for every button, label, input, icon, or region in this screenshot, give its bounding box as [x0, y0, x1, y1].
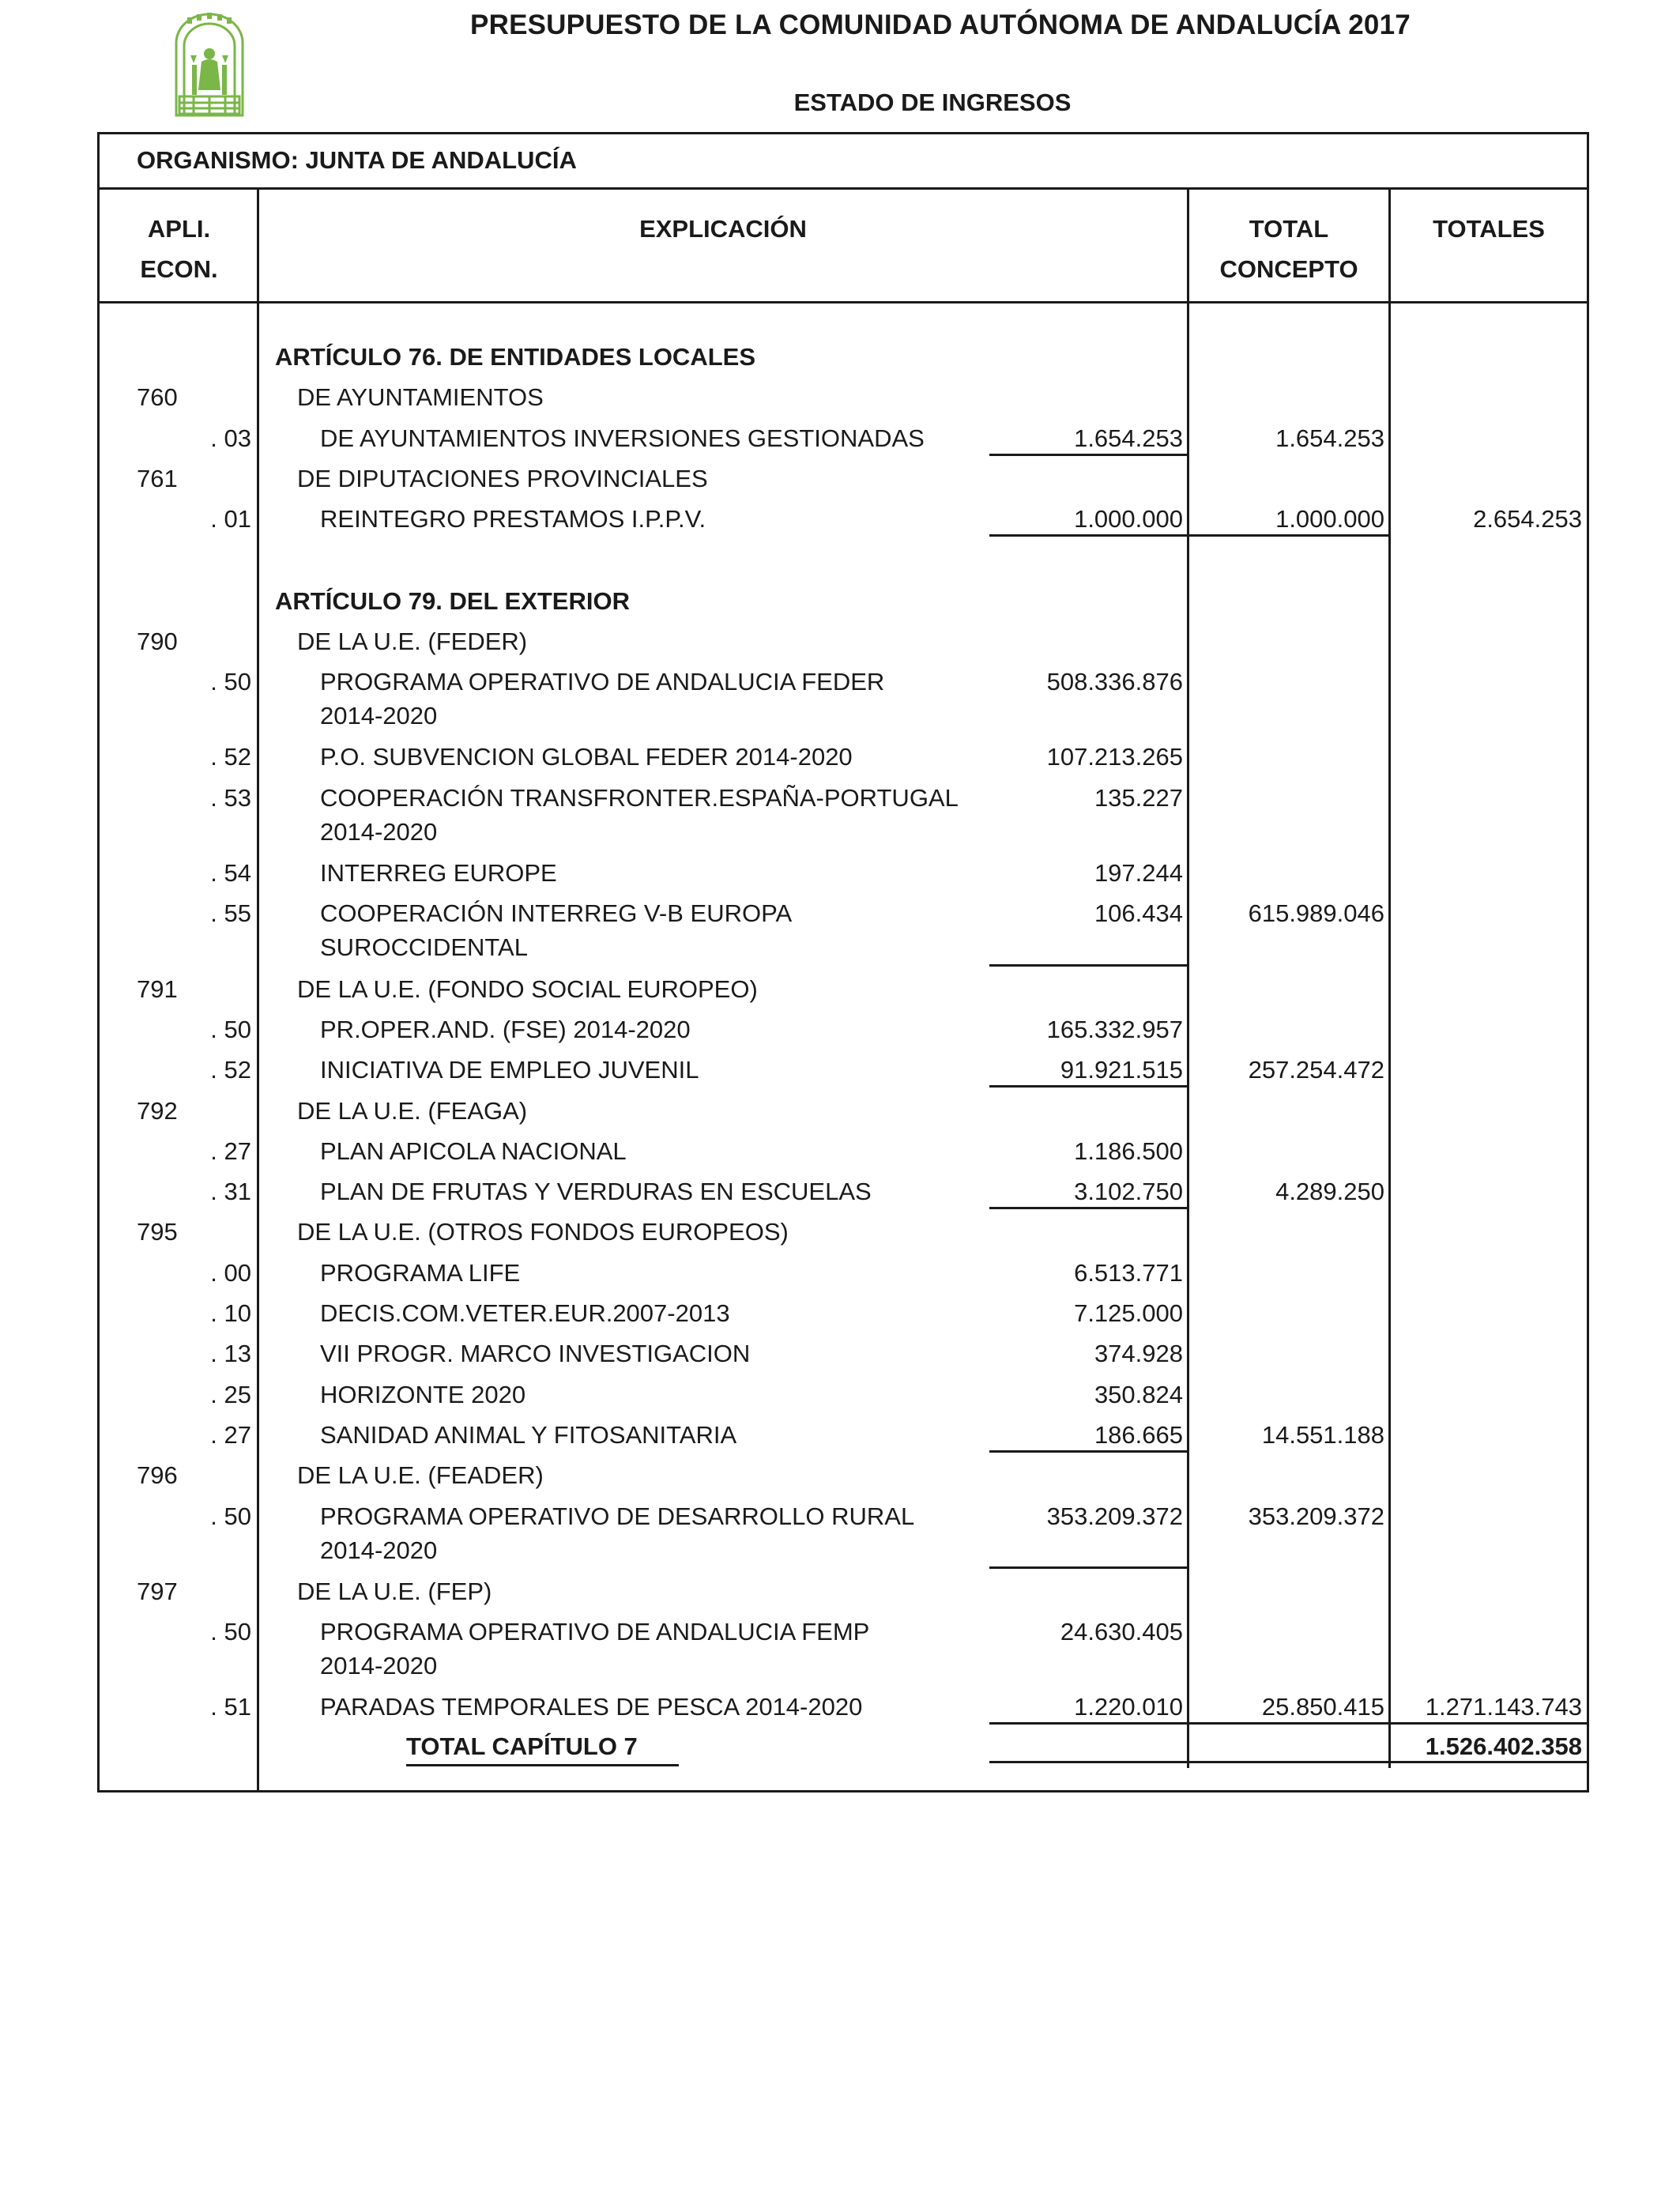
- subconcept-amount: 7.125.000: [1074, 1299, 1183, 1327]
- concept-total: 4.289.250: [1275, 1178, 1384, 1206]
- junta-de-andalucia-shield-icon: [170, 11, 249, 118]
- amount-subtotal-rule: [989, 534, 1189, 537]
- subconcept-amount: 107.213.265: [1046, 743, 1183, 771]
- concept-description: DE DIPUTACIONES PROVINCIALES: [297, 464, 708, 492]
- concept-total: 14.551.188: [1261, 1420, 1384, 1449]
- concept-total: 25.850.415: [1261, 1693, 1384, 1721]
- organismo-label: ORGANISMO: JUNTA DE ANDALUCÍA: [137, 146, 577, 174]
- column-header-apli-line2: ECON.: [140, 255, 218, 283]
- subconcept-description: PROGRAMA LIFE: [320, 1258, 521, 1287]
- subconcept-code: . 52: [210, 743, 251, 771]
- subconcept-description: PROGRAMA OPERATIVO DE ANDALUCIA FEDER: [320, 668, 885, 696]
- subconcept-description: 2014-2020: [320, 817, 438, 846]
- concept-description: DE LA U.E. (FEAGA): [297, 1096, 528, 1125]
- column-divider-explicacion: [1187, 187, 1189, 1768]
- subconcept-code: . 10: [210, 1299, 251, 1327]
- column-divider-apli: [257, 187, 259, 1793]
- subconcept-code: . 53: [210, 783, 251, 812]
- column-divider-concepto: [1388, 187, 1391, 1768]
- subconcept-amount: 350.824: [1094, 1380, 1183, 1408]
- column-header-totales: TOTALES: [1433, 215, 1545, 243]
- column-header-explicacion: EXPLICACIÓN: [639, 215, 807, 243]
- subconcept-code: . 13: [210, 1340, 251, 1368]
- subconcept-description: DE AYUNTAMIENTOS INVERSIONES GESTIONADAS: [320, 424, 925, 452]
- article-total-rule: [1391, 1722, 1589, 1725]
- subconcept-description: 2014-2020: [320, 702, 438, 730]
- subconcept-code: . 54: [210, 859, 251, 887]
- subconcept-amount: 135.227: [1094, 783, 1183, 812]
- article-total: 1.271.143.743: [1425, 1693, 1582, 1721]
- concept-total: 1.000.000: [1275, 505, 1384, 533]
- subconcept-amount: 353.209.372: [1046, 1502, 1183, 1530]
- amount-subtotal-rule: [989, 1085, 1189, 1088]
- subconcept-code: . 31: [210, 1178, 251, 1206]
- subconcept-code: . 00: [210, 1258, 251, 1287]
- subconcept-description: DECIS.COM.VETER.EUR.2007-2013: [320, 1299, 730, 1327]
- subconcept-description: HORIZONTE 2020: [320, 1380, 526, 1408]
- article-heading: ARTÍCULO 76. DE ENTIDADES LOCALES: [275, 343, 755, 371]
- concept-code: 791: [137, 974, 178, 1003]
- article-heading: ARTÍCULO 79. DEL EXTERIOR: [275, 586, 630, 615]
- subconcept-description: 2014-2020: [320, 1536, 438, 1564]
- subconcept-code: . 03: [210, 424, 251, 452]
- concept-description: DE LA U.E. (FONDO SOCIAL EUROPEO): [297, 974, 758, 1003]
- subconcept-description: PROGRAMA OPERATIVO DE ANDALUCIA FEMP: [320, 1618, 870, 1646]
- concept-code: 796: [137, 1461, 178, 1490]
- total-capitulo-label: TOTAL CAPÍTULO 7: [406, 1729, 679, 1766]
- total-row-rule: [1189, 1761, 1391, 1763]
- amount-subtotal-rule: [989, 1450, 1189, 1453]
- subconcept-description: PLAN APICOLA NACIONAL: [320, 1137, 627, 1165]
- organismo-divider: [97, 187, 1589, 190]
- column-header-total-concepto-line1: TOTAL: [1249, 215, 1329, 243]
- concept-total: 353.209.372: [1248, 1502, 1384, 1530]
- subconcept-amount: 91.921.515: [1060, 1056, 1183, 1084]
- amount-subtotal-rule: [989, 454, 1189, 456]
- subconcept-amount: 374.928: [1094, 1340, 1183, 1368]
- subconcept-description: PLAN DE FRUTAS Y VERDURAS EN ESCUELAS: [320, 1178, 872, 1206]
- subconcept-description: INTERREG EUROPE: [320, 859, 557, 887]
- subconcept-description: PROGRAMA OPERATIVO DE DESARROLLO RURAL: [320, 1502, 915, 1530]
- concept-total: 615.989.046: [1248, 899, 1384, 928]
- subconcept-description: COOPERACIÓN INTERREG V-B EUROPA: [320, 899, 793, 928]
- article-total: 2.654.253: [1473, 505, 1582, 533]
- concept-code: 760: [137, 383, 178, 412]
- subconcept-description: P.O. SUBVENCION GLOBAL FEDER 2014-2020: [320, 743, 853, 771]
- subconcept-amount: 1.186.500: [1074, 1137, 1183, 1165]
- subconcept-description: 2014-2020: [320, 1652, 438, 1680]
- subconcept-code: . 50: [210, 1015, 251, 1043]
- subconcept-description: PR.OPER.AND. (FSE) 2014-2020: [320, 1015, 691, 1043]
- subconcept-amount: 24.630.405: [1060, 1618, 1183, 1646]
- column-header-apli-line1: APLI.: [147, 215, 211, 243]
- concept-total: 257.254.472: [1248, 1056, 1384, 1084]
- subconcept-description: REINTEGRO PRESTAMOS I.P.P.V.: [320, 505, 706, 533]
- subconcept-code: . 50: [210, 668, 251, 696]
- concept-code: 792: [137, 1096, 178, 1125]
- concept-total: 1.654.253: [1275, 424, 1384, 452]
- subconcept-code: . 25: [210, 1380, 251, 1408]
- subconcept-code: . 51: [210, 1693, 251, 1721]
- subconcept-description: SUROCCIDENTAL: [320, 933, 528, 962]
- concept-description: DE LA U.E. (OTROS FONDOS EUROPEOS): [297, 1218, 789, 1246]
- subconcept-amount: 165.332.957: [1046, 1015, 1183, 1043]
- subconcept-code: . 01: [210, 505, 251, 533]
- subconcept-description: SANIDAD ANIMAL Y FITOSANITARIA: [320, 1420, 737, 1449]
- concept-code: 795: [137, 1218, 178, 1246]
- subconcept-amount: 1.000.000: [1074, 505, 1183, 533]
- document-subtitle: ESTADO DE INGRESOS: [793, 89, 1072, 116]
- subconcept-amount: 1.220.010: [1074, 1693, 1183, 1721]
- column-header-apli: [101, 209, 257, 289]
- subconcept-description: VII PROGR. MARCO INVESTIGACION: [320, 1340, 751, 1368]
- subconcept-code: . 50: [210, 1502, 251, 1530]
- subconcept-amount: 1.654.253: [1074, 424, 1183, 452]
- subconcept-amount: 3.102.750: [1074, 1178, 1183, 1206]
- concept-code: 761: [137, 464, 178, 492]
- subconcept-amount: 106.434: [1094, 899, 1183, 928]
- subconcept-amount: 508.336.876: [1046, 668, 1183, 696]
- subconcept-amount: 197.244: [1094, 859, 1183, 887]
- concept-code: 797: [137, 1577, 178, 1605]
- document-title: PRESUPUESTO DE LA COMUNIDAD AUTÓNOMA DE ANDALUCÍA 2017: [470, 9, 1411, 40]
- total-row-rule: [1391, 1761, 1589, 1763]
- column-header-total-concepto-line2: CONCEPTO: [1219, 255, 1358, 283]
- concept-description: DE LA U.E. (FEDER): [297, 627, 528, 655]
- subconcept-amount: 186.665: [1094, 1420, 1183, 1449]
- column-header-total-concepto: [1189, 209, 1388, 289]
- column-header-divider: [97, 301, 1589, 303]
- subconcept-amount: 6.513.771: [1074, 1258, 1183, 1287]
- concept-code: 790: [137, 627, 178, 655]
- concept-description: DE LA U.E. (FEP): [297, 1577, 492, 1605]
- total-capitulo-value: 1.526.402.358: [1425, 1732, 1582, 1760]
- subconcept-description: INICIATIVA DE EMPLEO JUVENIL: [320, 1056, 699, 1084]
- concept-total-rule: [1189, 534, 1391, 537]
- subconcept-description: COOPERACIÓN TRANSFRONTER.ESPAÑA-PORTUGAL: [320, 783, 959, 812]
- concept-total-rule: [1189, 1722, 1391, 1725]
- concept-description: DE LA U.E. (FEADER): [297, 1461, 544, 1490]
- subconcept-description: PARADAS TEMPORALES DE PESCA 2014-2020: [320, 1693, 863, 1721]
- subconcept-code: . 52: [210, 1056, 251, 1084]
- amount-subtotal-rule: [989, 1566, 1189, 1569]
- subconcept-code: . 27: [210, 1137, 251, 1165]
- subconcept-code: . 50: [210, 1618, 251, 1646]
- total-row-rule: [989, 1761, 1189, 1763]
- concept-description: DE AYUNTAMIENTOS: [297, 383, 544, 412]
- amount-subtotal-rule: [989, 1207, 1189, 1209]
- amount-subtotal-rule: [989, 1722, 1189, 1725]
- subconcept-code: . 55: [210, 899, 251, 928]
- subconcept-code: . 27: [210, 1420, 251, 1449]
- amount-subtotal-rule: [989, 964, 1189, 967]
